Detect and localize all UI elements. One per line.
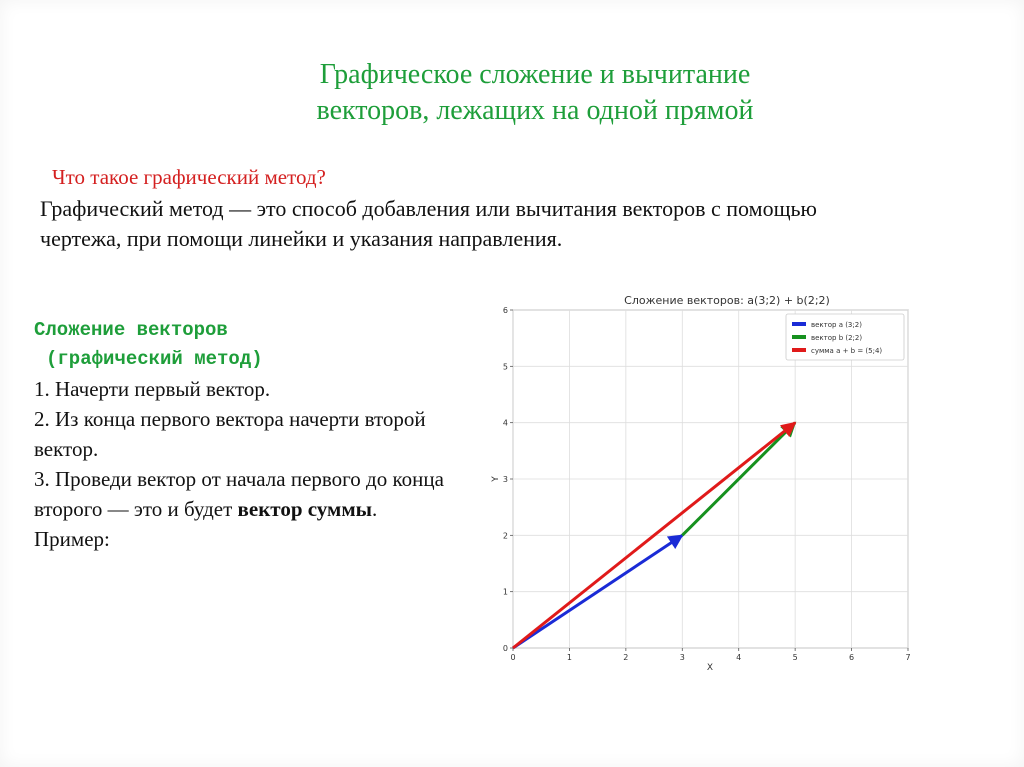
x-tick-label: 3 bbox=[679, 653, 685, 662]
definition-text: Графический метод — это способ добавления или вычитания векторов с помощью чертежа, при помощи линейки и указания направления. bbox=[40, 196, 817, 251]
steps-heading-line-2: (графический метод) bbox=[46, 348, 263, 370]
step-3-bold: вектор суммы bbox=[237, 497, 373, 521]
vector-chart-svg bbox=[478, 286, 918, 676]
legend-entry: вектор b (2;2) bbox=[811, 334, 863, 342]
steps-heading-line-1: Сложение векторов bbox=[34, 319, 228, 341]
y-tick-label: 1 bbox=[502, 587, 508, 597]
y-tick-label: 4 bbox=[502, 418, 508, 428]
y-tick-label: 5 bbox=[502, 362, 508, 372]
chart-legend bbox=[786, 314, 904, 360]
y-tick-label: 3 bbox=[502, 475, 508, 484]
step-3-end: . bbox=[372, 497, 378, 521]
slide-title bbox=[250, 57, 820, 129]
x-tick-label: 1 bbox=[566, 653, 572, 662]
y-tick-label: 2 bbox=[502, 531, 508, 541]
slide-title-line-2: векторов, лежащих на одной прямой bbox=[316, 95, 754, 126]
step-1: 1. Начерти первый вектор. bbox=[34, 377, 271, 401]
vector-chart bbox=[478, 286, 918, 676]
legend-entry: вектор a (3;2) bbox=[811, 321, 862, 329]
step-3-text: 3. Проведи вектор от начала первого до конца второго — это и будет bbox=[34, 467, 444, 521]
legend-entry: сумма a + b = (5;4) bbox=[811, 347, 883, 355]
chart-y-axis-label: Y bbox=[491, 476, 501, 482]
x-tick-label: 5 bbox=[792, 653, 798, 662]
x-tick-label: 7 bbox=[905, 653, 911, 662]
chart-grid bbox=[513, 310, 908, 648]
y-tick-label: 0 bbox=[502, 644, 508, 653]
step-2: 2. Из конца первого вектора начерти второй вектор. bbox=[34, 407, 426, 461]
x-tick-label: 6 bbox=[849, 653, 855, 662]
steps-heading bbox=[34, 316, 454, 374]
x-tick-label: 0 bbox=[510, 653, 516, 662]
x-tick-label: 2 bbox=[623, 653, 629, 662]
x-tick-label: 4 bbox=[736, 653, 742, 662]
slide-title-line-1: Графическое сложение и вычитание bbox=[319, 59, 751, 90]
chart-title: Сложение векторов: a(3;2) + b(2;2) bbox=[624, 294, 830, 307]
chart-x-axis-label: X bbox=[706, 663, 714, 673]
step-3 bbox=[34, 464, 454, 524]
y-tick-label: 6 bbox=[502, 306, 508, 315]
example-label: Пример: bbox=[34, 527, 110, 551]
question-heading: Что такое графический метод? bbox=[52, 165, 326, 189]
steps-block bbox=[34, 316, 454, 554]
